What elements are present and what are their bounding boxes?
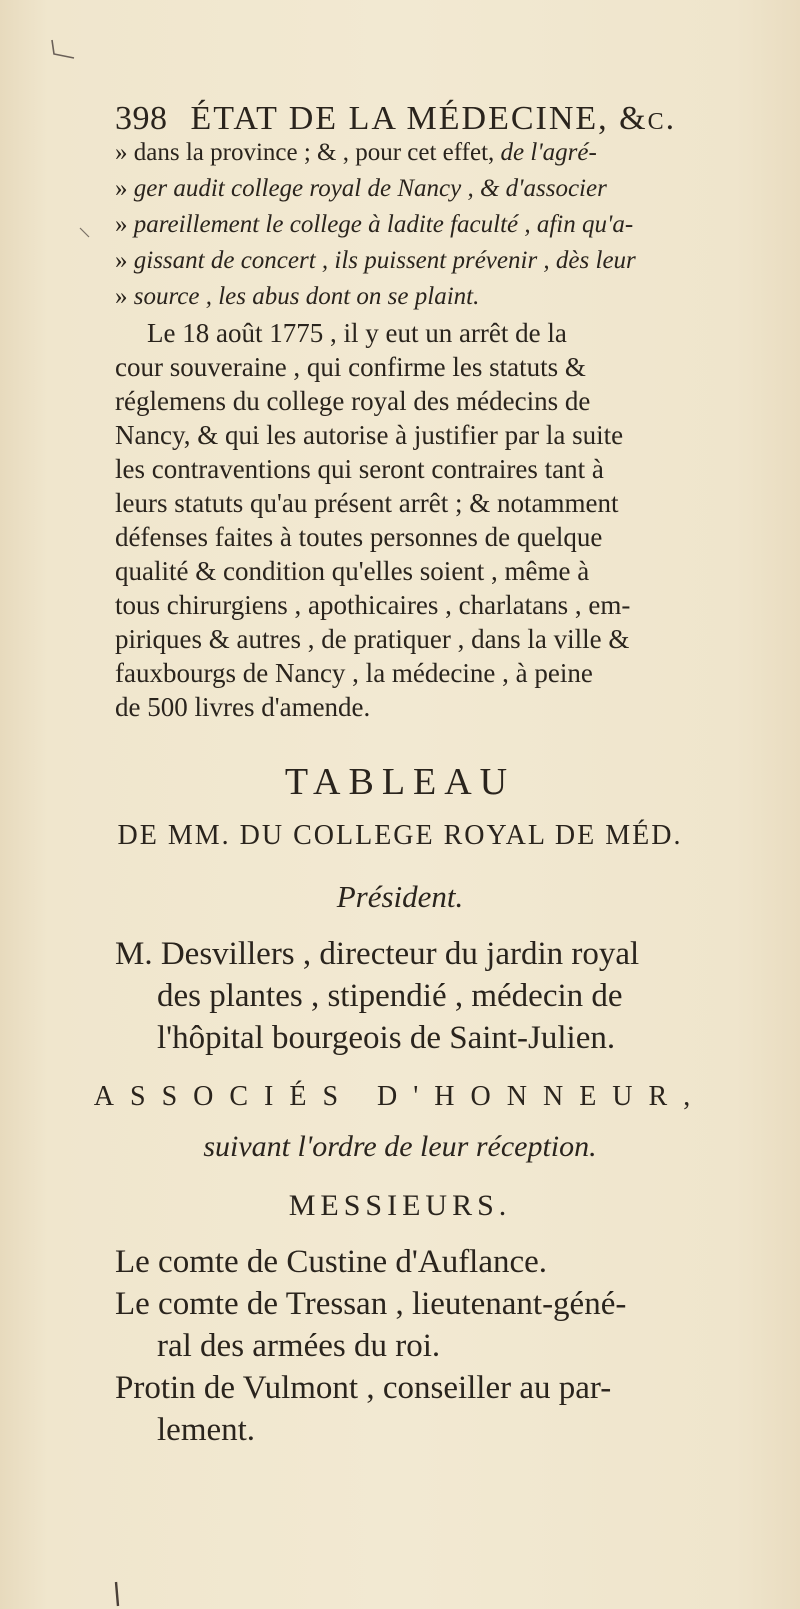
corner-pencil-mark-icon xyxy=(48,38,78,62)
paragraph-line: piriques & autres , de pratiquer , dans la ville & xyxy=(115,624,630,654)
member-line: lement. xyxy=(157,1412,256,1448)
tableau-subtitle: DE MM. DU COLLEGE ROYAL DE MÉD. xyxy=(117,820,683,851)
paragraph-line: Le 18 août 1775 , il y eut un arrêt de la xyxy=(147,318,567,348)
member-line: Le comte de Tressan , lieutenant-géné- xyxy=(115,1286,627,1322)
president-line: M. Desvillers , directeur du jardin royal xyxy=(115,936,640,972)
quote-line: » source , les abus dont on se plaint. xyxy=(115,283,480,310)
president-line: des plantes , stipendié , médecin de xyxy=(157,978,623,1014)
messieurs-heading: MESSIEURS. xyxy=(288,1189,512,1222)
tableau-title: TABLEAU xyxy=(284,761,516,803)
paragraph-line: leurs statuts qu'au présent arrêt ; & notamment xyxy=(115,488,619,518)
president-heading: Président. xyxy=(336,879,464,914)
member-line: Protin de Vulmont , conseiller au par- xyxy=(115,1370,612,1406)
member-line: ral des armées du roi. xyxy=(157,1328,441,1364)
associes-heading: ASSOCIÉS D'HONNEUR, xyxy=(93,1081,707,1112)
paragraph-line: défenses faites à toutes personnes de quelque xyxy=(115,522,603,552)
paragraph-line: cour souveraine , qui confirme les statuts & xyxy=(115,352,586,382)
paragraph-line: fauxbourgs de Nancy , la médecine , à peine xyxy=(115,658,593,688)
paragraph-line: qualité & condition qu'elles soient , même à xyxy=(115,556,590,586)
president-line: l'hôpital bourgeois de Saint-Julien. xyxy=(157,1020,616,1056)
paragraph-line: de 500 livres d'amende. xyxy=(115,692,371,722)
running-title: ÉTAT DE LA MÉDECINE, &c. xyxy=(190,100,677,137)
associes-subheading: suivant l'ordre de leur réception. xyxy=(203,1130,597,1163)
quote-line: » pareillement le college à ladite faculté , afin qu'a- xyxy=(115,211,634,238)
bottom-stroke-mark-icon xyxy=(110,1580,124,1608)
quote-line: » ger audit college royal de Nancy , & d'associer xyxy=(115,175,607,202)
page-number: 398 xyxy=(115,100,168,137)
paragraph-line: les contraventions qui seront contraires tant à xyxy=(115,454,604,484)
quote-line: » gissant de concert , ils puissent prévenir , dès leur xyxy=(115,247,636,274)
paragraph-line: Nancy, & qui les autorise à justifier par la suite xyxy=(115,420,624,450)
margin-dash-mark-icon xyxy=(78,226,92,240)
running-header xyxy=(115,100,676,138)
paragraph-line: tous chirurgiens , apothicaires , charlatans , em- xyxy=(115,590,631,620)
quote-line: » dans la province ; & , pour cet effet, de l'agré- xyxy=(115,139,597,166)
paragraph-line: réglemens du college royal des médecins de xyxy=(115,386,591,416)
member-line: Le comte de Custine d'Auflance. xyxy=(115,1244,548,1280)
